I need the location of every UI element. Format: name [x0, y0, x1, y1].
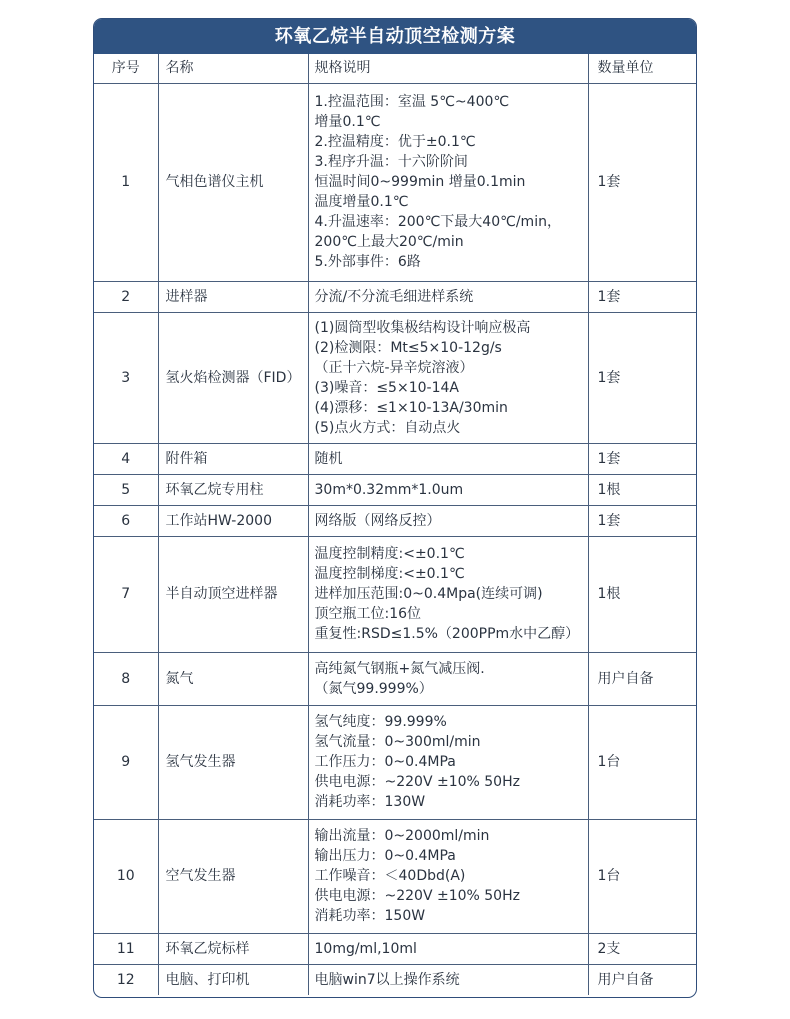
table-row	[94, 312, 696, 443]
spec-line: 工作压力：0~0.4MPa	[314, 754, 456, 770]
spec-line: 工作噪音：＜40Dbd(A)	[314, 868, 466, 884]
item-spec	[308, 652, 588, 705]
item-quantity: 1套	[588, 83, 696, 281]
item-quantity: 1套	[588, 443, 696, 474]
spec-line: 5.外部事件：6路	[314, 254, 421, 270]
row-number: 11	[94, 933, 158, 964]
header-name: 名称	[158, 54, 308, 83]
spec-line: (5)点火方式：自动点火	[314, 419, 461, 436]
spec-line: 消耗功率：130W	[314, 794, 426, 810]
item-name: 气相色谱仪主机	[158, 83, 308, 281]
spec-line: 4.升温速率：200℃下最大40℃/min，	[314, 214, 561, 230]
item-name: 氮气	[158, 652, 308, 705]
spec-line: 分流/不分流毛细进样系统	[314, 288, 474, 305]
spec-line: 增量0.1℃	[314, 114, 381, 130]
item-quantity: 用户自备	[588, 652, 696, 705]
item-quantity: 1根	[588, 536, 696, 652]
spec-line: 随机	[314, 450, 343, 467]
item-quantity: 用户自备	[588, 964, 696, 995]
item-name: 工作站HW-2000	[158, 505, 308, 536]
item-name: 氢火焰检测器（FID）	[158, 312, 308, 443]
item-spec	[308, 83, 588, 281]
spec-line: 温度控制梯度:<±0.1℃	[314, 566, 465, 582]
row-number: 8	[94, 652, 158, 705]
spec-line: 温度控制精度:<±0.1℃	[314, 546, 465, 562]
spec-line: 30m*0.32mm*1.0um	[314, 481, 464, 498]
row-number: 7	[94, 536, 158, 652]
item-quantity: 2支	[588, 933, 696, 964]
item-quantity: 1套	[588, 312, 696, 443]
table-row	[94, 652, 696, 705]
header-row	[94, 54, 696, 83]
item-name: 电脑、打印机	[158, 964, 308, 995]
item-quantity: 1套	[588, 505, 696, 536]
table-title: 环氧乙烷半自动顶空检测方案	[94, 19, 696, 54]
spec-line: 供电电源：~220V ±10% 50Hz	[314, 774, 520, 790]
spec-line: 消耗功率：150W	[314, 908, 426, 924]
row-number: 6	[94, 505, 158, 536]
item-spec	[308, 964, 588, 995]
spec-line: 顶空瓶工位:16位	[314, 606, 422, 622]
table-row	[94, 819, 696, 933]
item-name: 附件箱	[158, 443, 308, 474]
spec-line: 10mg/ml,10ml	[314, 940, 417, 957]
item-name: 进样器	[158, 281, 308, 312]
item-name: 半自动顶空进样器	[158, 536, 308, 652]
item-spec	[308, 536, 588, 652]
spec-line: （正十六烷-异辛烷溶液）	[314, 359, 474, 376]
item-name: 氢气发生器	[158, 705, 308, 819]
spec-table-card	[93, 18, 697, 998]
spec-line: 重复性:RSD≤1.5%（200PPm水中乙醇）	[314, 626, 580, 642]
spec-line: 输出压力：0~0.4MPa	[314, 848, 456, 864]
spec-line: (1)圆筒型收集极结构设计响应极高	[314, 319, 531, 336]
spec-line: 2.控温精度：优于±0.1℃	[314, 134, 476, 150]
spec-line: 供电电源：~220V ±10% 50Hz	[314, 888, 520, 904]
table-row	[94, 281, 696, 312]
spec-line: (2)检测限：Mt≤5×10-12g/s	[314, 339, 502, 356]
row-number: 12	[94, 964, 158, 995]
spec-line: 3.程序升温：十六阶阶间	[314, 154, 468, 170]
spec-table	[94, 54, 696, 995]
table-row	[94, 933, 696, 964]
spec-table-body	[94, 54, 696, 995]
spec-line: 温度增量0.1℃	[314, 194, 409, 210]
row-number: 3	[94, 312, 158, 443]
item-spec	[308, 933, 588, 964]
spec-line: 200℃上最大20℃/min	[314, 234, 464, 250]
item-spec	[308, 705, 588, 819]
table-row	[94, 964, 696, 995]
spec-line: 进样加压范围:0~0.4Mpa(连续可调)	[314, 586, 543, 602]
item-spec	[308, 819, 588, 933]
item-quantity: 1台	[588, 819, 696, 933]
spec-line: 1.控温范围：室温 5℃~400℃	[314, 94, 510, 110]
spec-line: 输出流量：0~2000ml/min	[314, 828, 490, 844]
spec-line: 网络版（网络反控）	[314, 512, 441, 529]
row-number: 4	[94, 443, 158, 474]
table-row	[94, 705, 696, 819]
item-quantity: 1台	[588, 705, 696, 819]
item-spec	[308, 474, 588, 505]
row-number: 9	[94, 705, 158, 819]
table-row	[94, 443, 696, 474]
item-spec	[308, 505, 588, 536]
table-row	[94, 474, 696, 505]
item-name: 空气发生器	[158, 819, 308, 933]
item-quantity: 1套	[588, 281, 696, 312]
header-spec: 规格说明	[308, 54, 588, 83]
row-number: 10	[94, 819, 158, 933]
spec-line: 高纯氮气钢瓶+氮气减压阀.	[314, 660, 485, 677]
table-row	[94, 505, 696, 536]
table-row	[94, 536, 696, 652]
spec-line: （氮气99.999%）	[314, 680, 433, 697]
header-qty: 数量单位	[588, 54, 696, 83]
item-name: 环氧乙烷标样	[158, 933, 308, 964]
row-number: 5	[94, 474, 158, 505]
spec-line: 电脑win7以上操作系统	[314, 971, 460, 988]
item-spec	[308, 281, 588, 312]
spec-line: 恒温时间0~999min 增量0.1min	[314, 174, 526, 190]
header-no: 序号	[94, 54, 158, 83]
item-quantity: 1根	[588, 474, 696, 505]
item-spec	[308, 312, 588, 443]
spec-line: 氢气流量：0~300ml/min	[314, 734, 481, 750]
spec-line: (3)噪音：≤5×10-14A	[314, 379, 459, 396]
row-number: 2	[94, 281, 158, 312]
item-spec	[308, 443, 588, 474]
spec-line: (4)漂移：≤1×10-13A/30min	[314, 399, 508, 416]
row-number: 1	[94, 83, 158, 281]
item-name: 环氧乙烷专用柱	[158, 474, 308, 505]
spec-line: 氢气纯度：99.999%	[314, 714, 447, 730]
table-row	[94, 83, 696, 281]
